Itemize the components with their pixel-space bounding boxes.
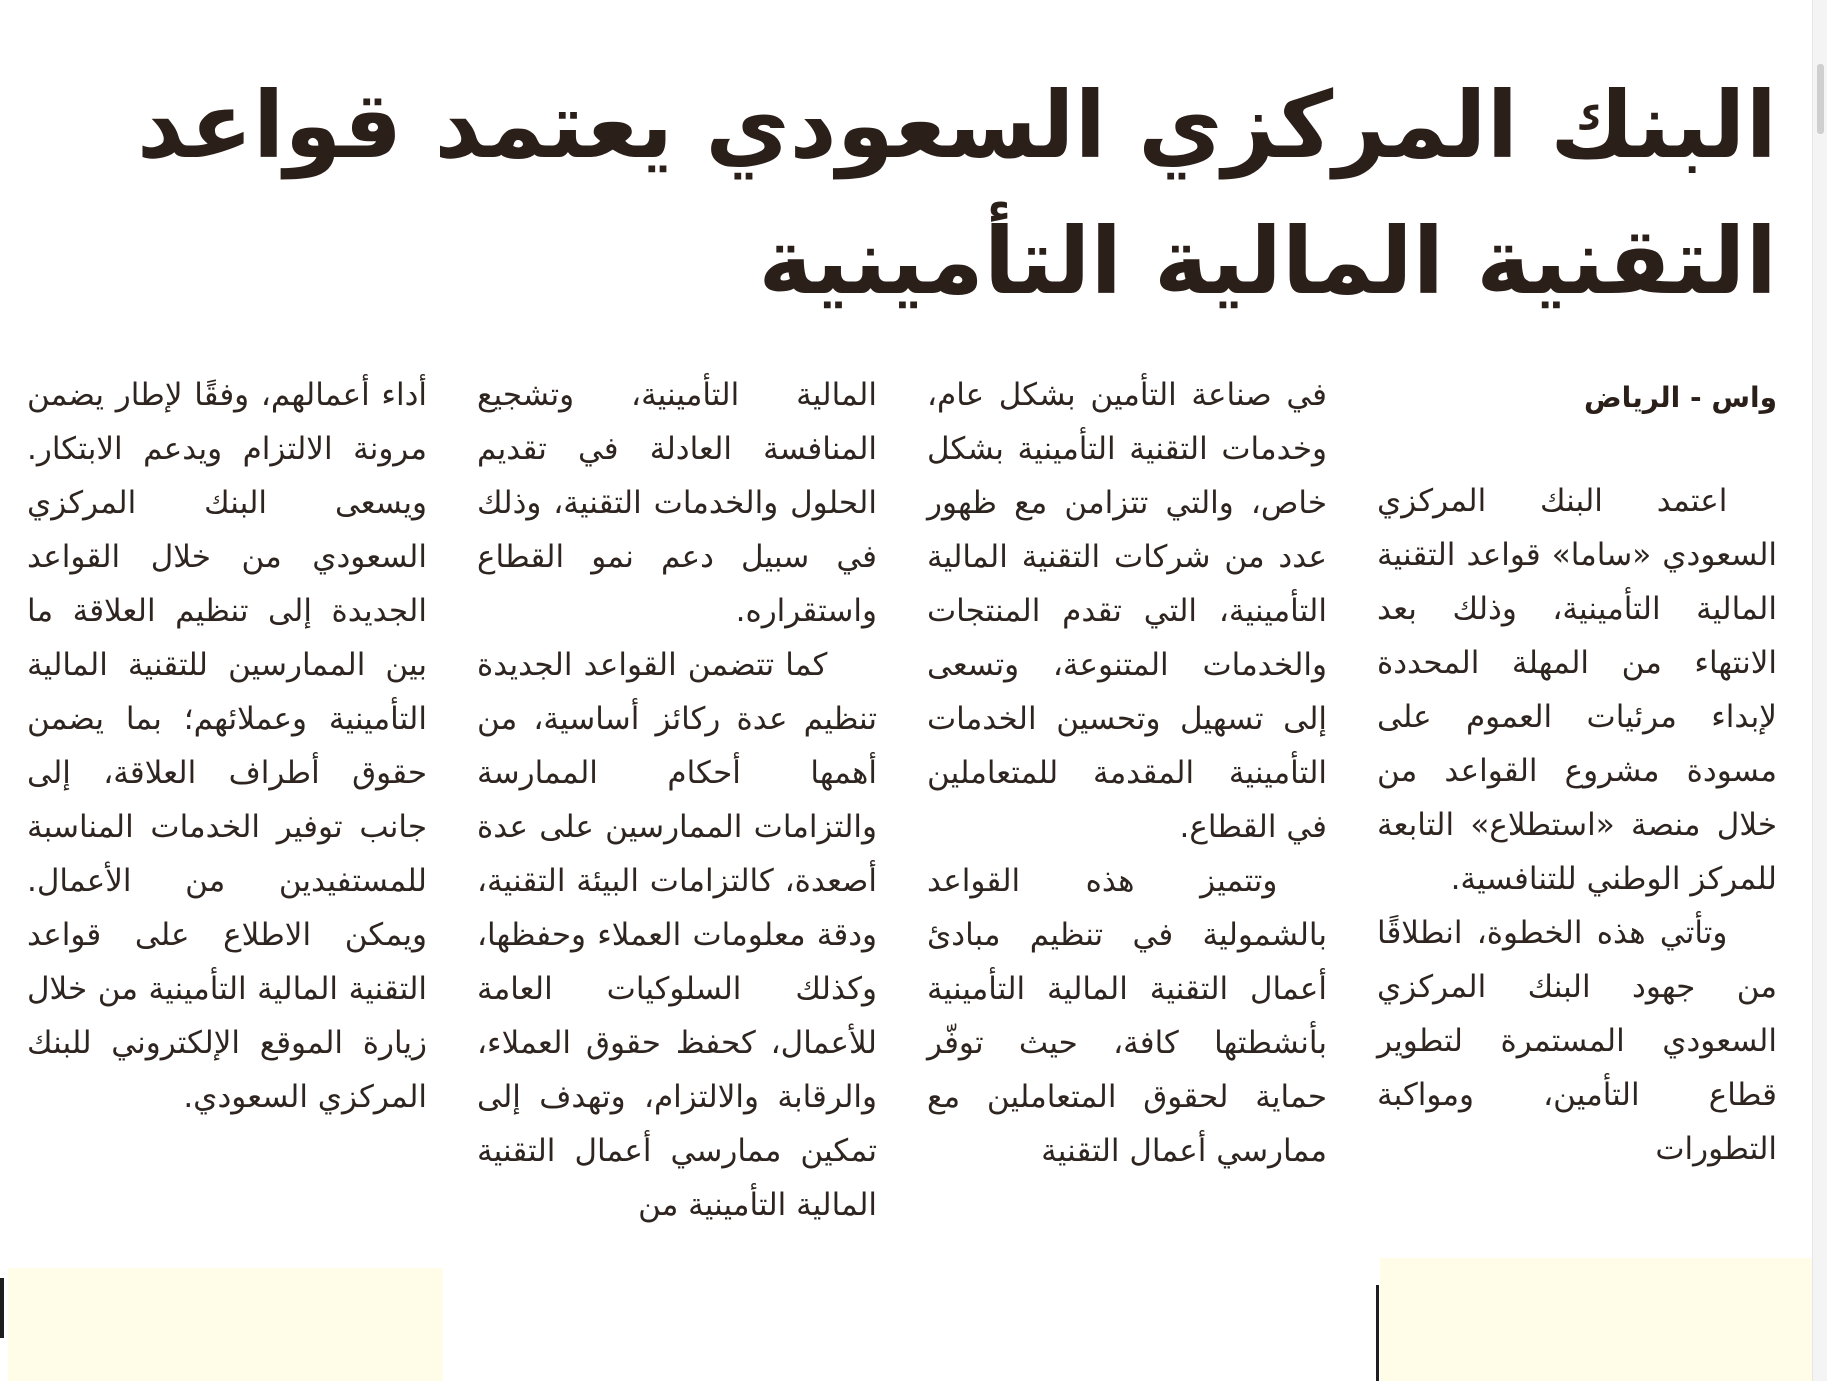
edge-rule — [0, 1278, 4, 1338]
column-2-paragraph-1: في صناعة التأمين بشكل عام، وخدمات التقنية التأمينية بشكل خاص، والتي تتزامن مع ظهور عدد من شركات التقنية المالية التأمينية، التي تقدم المنتجات والخدمات المتنوعة، وتسعى إلى تسهيل وتحسين الخدمات التأمينية المقدمة للمتعاملين في القطاع. — [927, 377, 1327, 845]
article-column-4 — [27, 368, 427, 1238]
headline-line-1: البنك المركزي السعودي يعتمد قواعد — [136, 72, 1777, 179]
article-byline: واس - الرياض — [1584, 381, 1777, 414]
article-column-1 — [1377, 474, 1777, 1234]
column-3-paragraph-2: كما تتضمن القواعد الجديدة تنظيم عدة ركائز أساسية، من أهمها أحكام الممارسة والتزامات الممارسين على عدة أصعدة، كالتزامات البيئة التقنية، ودقة معلومات العملاء وحفظها، وكذلك السلوكيات العامة للأعمال، كحفظ حقوق العملاء، والرقابة والالتزام، وتهدف إلى تمكين ممارسي أعمال التقنية المالية التأمينية من — [477, 647, 877, 1223]
adjacent-ad-block-left — [8, 1268, 443, 1381]
headline-line-2: التقنية المالية التأمينية — [758, 208, 1777, 315]
column-4-paragraph-1: أداء أعمالهم، وفقًا لإطار يضمن مرونة الالتزام ويدعم الابتكار. ويسعى البنك المركزي السعودي من خلال القواعد الجديدة إلى تنظيم العلاقة ما بين الممارسين للتقنية المالية التأمينية وعملائهم؛ بما يضمن حقوق أطراف العلاقة، إلى جانب توفير الخدمات المناسبة للمستفيدين من الأعمال. ويمكن الاطلاع على قواعد التقنية المالية التأمينية من خلال زيارة الموقع الإلكتروني للبنك المركزي السعودي. — [27, 377, 427, 1115]
column-divider-rule — [1376, 1285, 1379, 1381]
column-1-paragraph-2: وتأتي هذه الخطوة، انطلاقًا من جهود البنك المركزي السعودي المستمرة لتطوير قطاع التأمين، ومواكبة التطورات — [1377, 915, 1777, 1167]
column-3-paragraph-1: المالية التأمينية، وتشجيع المنافسة العادلة في تقديم الحلول والخدمات التقنية، وذلك في سبيل دعم نمو القطاع واستقراره. — [477, 377, 877, 629]
column-1-paragraph-1: اعتمد البنك المركزي السعودي «ساما» قواعد التقنية المالية التأمينية، وذلك بعد الانتهاء من المهلة المحددة لإبداء مرئيات العموم على مسودة مشروع القواعد من خلال منصة «استطلاع» التابعة للمركز الوطني للتنافسية. — [1377, 483, 1777, 897]
article-column-2 — [927, 368, 1327, 1343]
adjacent-ad-block-right — [1380, 1258, 1827, 1381]
column-2-paragraph-2: وتتميز هذه القواعد بالشمولية في تنظيم مبادئ أعمال التقنية المالية التأمينية بأنشطتها كافة، حيث توفّر حماية لحقوق المتعاملين مع ممارسي أعمال التقنية — [927, 863, 1327, 1169]
vertical-scrollbar[interactable] — [1812, 0, 1827, 1381]
article-column-3 — [477, 368, 877, 1343]
scrollbar-thumb[interactable] — [1817, 64, 1824, 134]
article-headline — [136, 58, 1777, 330]
